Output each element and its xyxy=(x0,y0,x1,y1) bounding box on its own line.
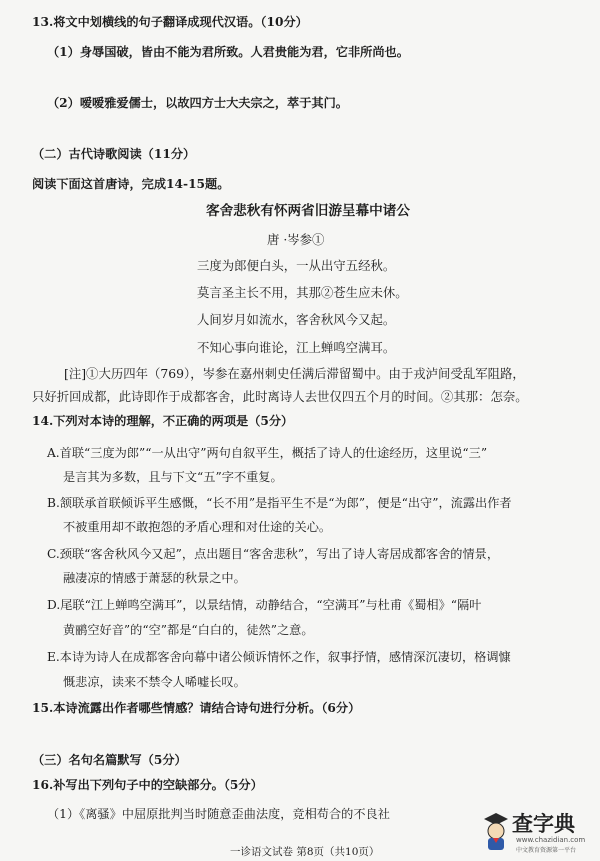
poem-title: 客舍悲秋有怀两省旧游呈幕中诸公 xyxy=(206,203,410,219)
q14-option-a-line-1: A.首联“三度为郎”“一从出守”两句自叙平生，概括了诗人的仕途经历，这里说“三” xyxy=(47,446,488,460)
q14-option-b-line-2: 不被重用却不敢抱怨的矛盾心理和对仕途的关心。 xyxy=(63,520,332,534)
poem-line-1: 三度为郎便白头，一从出守五经秋。 xyxy=(197,258,396,273)
poem-line-4: 不知心事向谁论，江上蝉鸣空满耳。 xyxy=(197,340,396,355)
q13-heading: 13.将文中划横线的句子翻译成现代汉语。（10分） xyxy=(32,15,308,29)
q14-option-a-line-2: 是言其为多数，且与下文“五”字不重复。 xyxy=(63,470,283,484)
q13-sentence-1: （1）身辱国破，皆由不能为君所致。人君贵能为君，它非所尚也。 xyxy=(47,45,409,59)
chazidian-logo: 查字典 www.chazidian.com 中文教育资源第一平台 xyxy=(482,806,594,858)
graduate-mascot-icon xyxy=(482,810,510,852)
poem-author: 唐 ·岑参① xyxy=(267,232,325,247)
poetry-section-heading: （二）古代诗歌阅读（11分） xyxy=(32,147,196,161)
poem-line-3: 人间岁月如流水，客舍秋风今又起。 xyxy=(197,312,396,327)
poem-note-2: 只好折回成都，此诗即作于成都客舍，此时离诗人去世仅四五个月的时间。②其那：怎奈。 xyxy=(32,389,528,404)
q14-option-e-line-2: 慨悲凉，读来不禁令人唏嘘长叹。 xyxy=(63,675,246,689)
poetry-intro: 阅读下面这首唐诗，完成14-15题。 xyxy=(32,177,230,191)
recitation-section-heading: （三）名句名篇默写（5分） xyxy=(32,753,187,767)
q14-option-c-line-1: C.颈联“客舍秋风今又起”，点出题目“客舍悲秋”，写出了诗人寄居成都客舍的情景， xyxy=(47,547,500,561)
poem-note-1: [注]①大历四年（769），岑参在嘉州刺史任满后滞留蜀中。由于戎泸间受乱军阻路， xyxy=(64,366,525,381)
q16-item-1: （1）《离骚》中屈原批判当时随意歪曲法度，竞相苟合的不良社 xyxy=(47,807,390,821)
q16-heading: 16.补写出下列句子中的空缺部分。（5分） xyxy=(32,778,263,792)
poem-line-2: 莫言圣主长不用，其那②苍生应未休。 xyxy=(197,285,408,300)
q14-option-d-line-2: 黄鹂空好音”的“空”都是“白白的，徒然”之意。 xyxy=(63,623,314,637)
page-footer: 一诊语文试卷 第8页（共10页） xyxy=(230,846,380,858)
q15-heading: 15.本诗流露出作者哪些情感？请结合诗句进行分析。（6分） xyxy=(32,701,361,715)
q14-option-b-line-1: B.颔联承首联倾诉平生感慨，“长不用”是指平生不是“为郎”，便是“出守”，流露出作者 xyxy=(47,496,512,510)
q14-option-c-line-2: 融凄凉的情感于萧瑟的秋景之中。 xyxy=(63,571,246,585)
q13-sentence-2: （2）嗳嗳雅爱儒士，以故四方士大夫宗之，萃于其门。 xyxy=(47,96,348,110)
q14-option-d-line-1: D.尾联“江上蝉鸣空满耳”，以景结情，动静结合，“空满耳”与杜甫《蜀相》“隔叶 xyxy=(47,598,482,612)
q14-heading: 14.下列对本诗的理解，不正确的两项是（5分） xyxy=(32,414,294,428)
q14-option-e-line-1: E.本诗为诗人在成都客舍向幕中诸公倾诉情怀之作，叙事抒情，感情深沉凄切，格调慷 xyxy=(47,650,511,664)
